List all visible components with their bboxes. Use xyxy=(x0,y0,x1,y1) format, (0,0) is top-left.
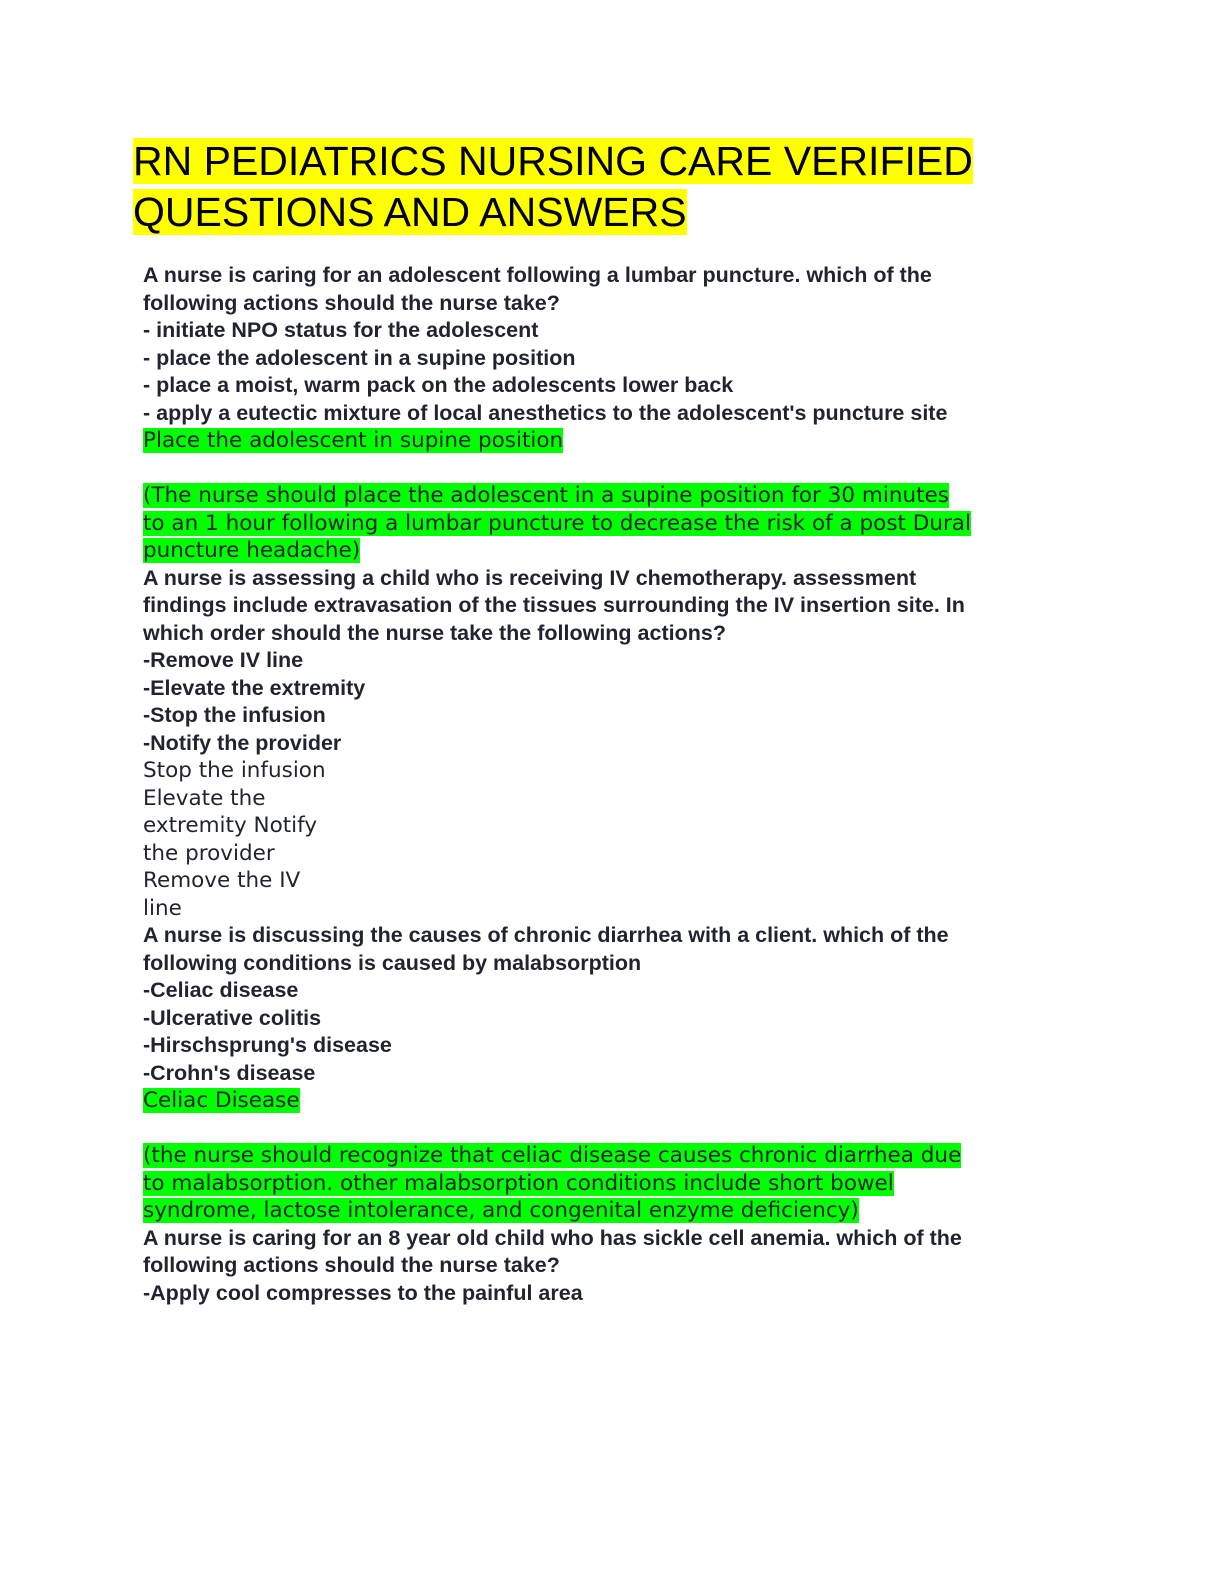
answer-option: -Elevate the extremity xyxy=(143,675,366,700)
answer-option: -Crohn's disease xyxy=(143,1060,316,1085)
document-title xyxy=(133,136,1093,238)
question-text: following conditions is caused by malabsorption xyxy=(143,950,642,975)
question-1 xyxy=(143,262,1103,565)
correct-answer: the provider xyxy=(143,840,275,866)
question-4 xyxy=(143,1225,1103,1308)
answer-option: -Apply cool compresses to the painful area xyxy=(143,1280,583,1305)
document-body xyxy=(143,262,1103,1307)
answer-option: - place the adolescent in a supine position xyxy=(143,345,576,370)
rationale-text: to malabsorption. other malabsorption conditions include short bowel xyxy=(143,1170,894,1196)
correct-answer: Stop the infusion xyxy=(143,758,326,783)
question-text: findings include extravasation of the tissues surrounding the IV insertion site. In xyxy=(143,593,965,617)
rationale-text: syndrome, lactose intolerance, and congenital enzyme deficiency) xyxy=(143,1198,859,1223)
answer-option: -Ulcerative colitis xyxy=(143,1005,322,1030)
correct-answer: Celiac Disease xyxy=(143,1088,300,1113)
question-text: which order should the nurse take the following actions? xyxy=(143,620,726,645)
question-text: A nurse is discussing the causes of chronic diarrhea with a client. which of the xyxy=(143,923,949,947)
question-3 xyxy=(143,922,1103,1225)
question-text: following actions should the nurse take? xyxy=(143,1253,560,1277)
answer-option: -Remove IV line xyxy=(143,648,304,672)
correct-answer: Remove the IV xyxy=(143,868,301,893)
question-text: A nurse is caring for an adolescent following a lumbar puncture. which of the xyxy=(143,263,932,287)
question-text: A nurse is caring for an 8 year old child who has sickle cell anemia. which of the xyxy=(143,1225,962,1250)
answer-option: -Notify the provider xyxy=(143,730,342,755)
answer-option: -Stop the infusion xyxy=(143,703,326,727)
rationale-text: to an 1 hour following a lumbar puncture to decrease the risk of a post Dural xyxy=(143,510,971,536)
correct-answer: line xyxy=(143,895,182,921)
title-line-2: QUESTIONS AND ANSWERS xyxy=(133,189,687,235)
rationale-text: (The nurse should place the adolescent in a supine position for 30 minutes xyxy=(143,483,949,508)
rationale-text: puncture headache) xyxy=(143,538,361,563)
question-text: A nurse is assessing a child who is receiving IV chemotherapy. assessment xyxy=(143,565,917,590)
correct-answer: Elevate the xyxy=(143,785,266,811)
question-2 xyxy=(143,565,1103,923)
answer-option: - apply a eutectic mixture of local anesthetics to the adolescent's puncture site xyxy=(143,400,948,425)
correct-answer: extremity Notify xyxy=(143,813,318,838)
answer-option: -Celiac disease xyxy=(143,978,299,1002)
question-text: following actions should the nurse take? xyxy=(143,290,560,315)
correct-answer: Place the adolescent in supine position xyxy=(143,428,564,453)
answer-option: - initiate NPO status for the adolescent xyxy=(143,318,539,342)
rationale-text: (the nurse should recognize that celiac disease causes chronic diarrhea due xyxy=(143,1143,962,1168)
answer-option: - place a moist, warm pack on the adolescents lower back xyxy=(143,373,734,397)
title-line-1: RN PEDIATRICS NURSING CARE VERIFIED xyxy=(133,138,973,184)
answer-option: -Hirschsprung's disease xyxy=(143,1033,392,1057)
